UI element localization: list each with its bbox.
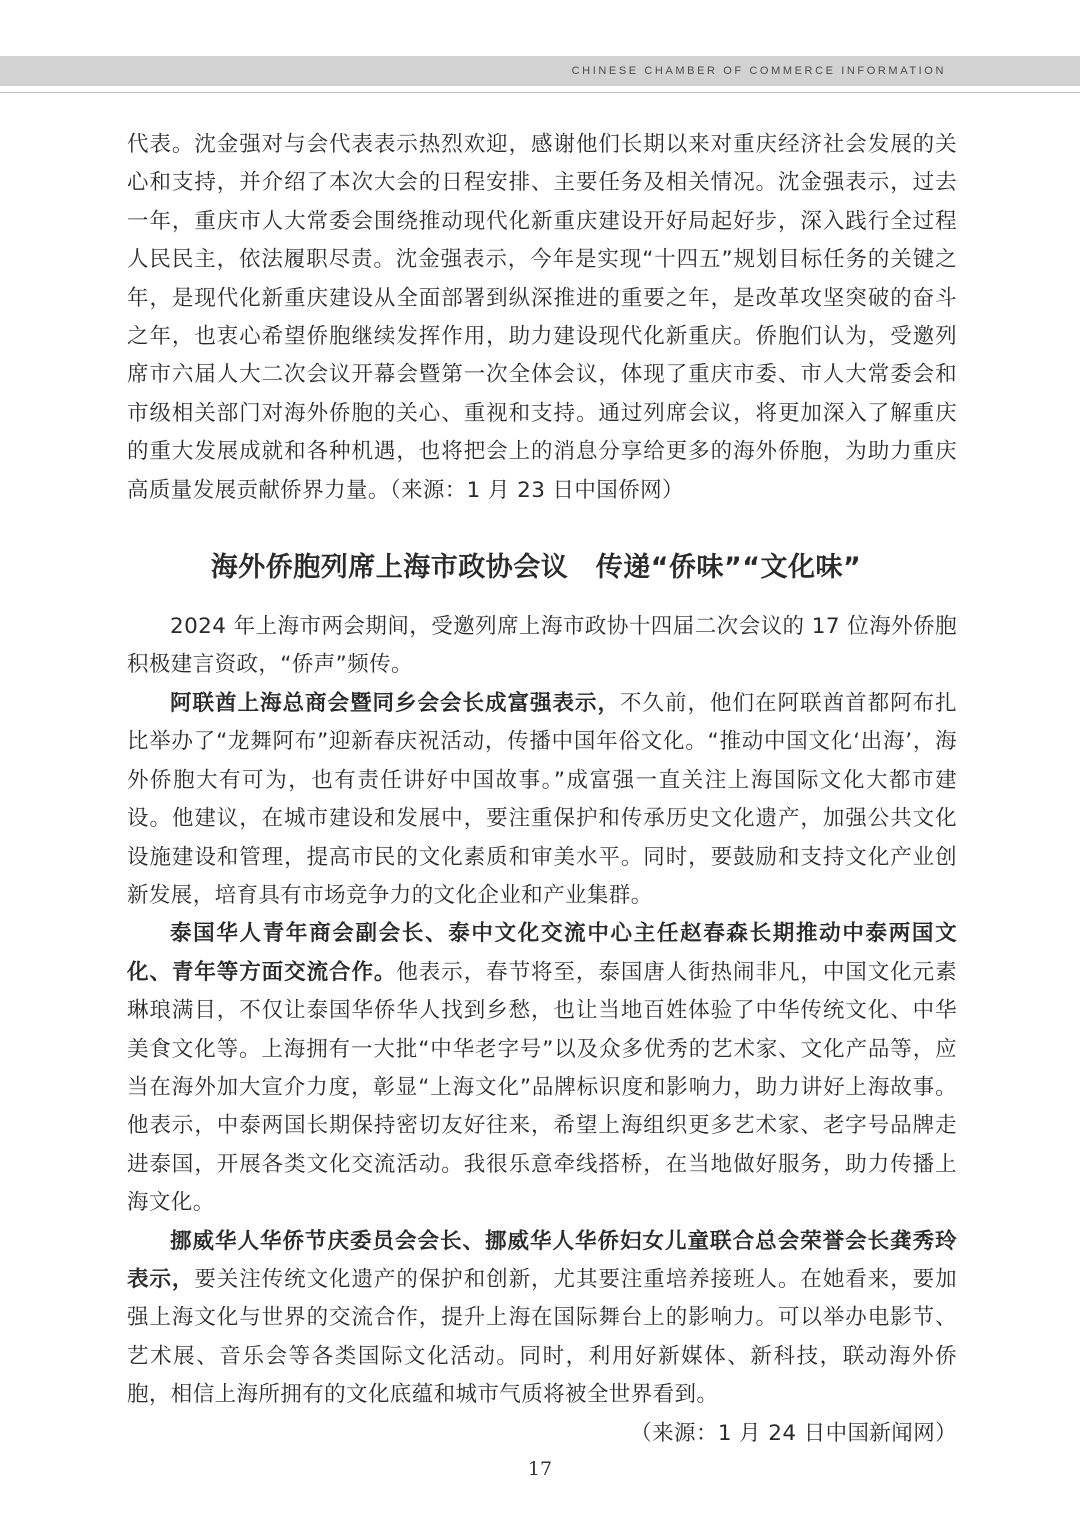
- article2-title: 海外侨胞列席上海市政协会议 传递“侨味”“文化味”: [210, 552, 862, 584]
- article1-source: （来源：1 月 23 日中国侨网）: [389, 477, 684, 503]
- paragraph-2-lead: 泰国华人青年商会副会长、泰中文化交流中心主任赵春森长期推动中泰两国文化、青年等方面交流合作。: [127, 921, 957, 985]
- running-header: CHINESE CHAMBER OF COMMERCE INFORMATION: [571, 65, 946, 77]
- article2-paragraph-1: [127, 685, 957, 915]
- page-number: 17: [527, 1458, 553, 1480]
- article2-paragraph-3: [127, 1223, 957, 1415]
- article2-paragraph-2: [127, 915, 957, 1222]
- article2-source: （来源：1 月 24 日中国新闻网）: [630, 1420, 957, 1446]
- paragraph-1-lead: 阿联酋上海总商会暨同乡会会长成富强表示，: [170, 690, 621, 716]
- header-divider: [0, 92, 1080, 93]
- paragraph-1-body: 不久前，他们在阿联酋首都阿布扎比举办了“龙舞阿布”迎新春庆祝活动，传播中国年俗文化。“推动中国文化‘出海’，海外侨胞大有可为，也有责任讲好中国故事。”成富强一直关注上海国际文化大都市建设。他建议，在城市建设和发展中，要注重保护和传承历史文化遗产，加强公共文化设施建设和管理，提高市民的文化素质和审美水平。同时，要鼓励和支持文化产业创新发展，培育具有市场竞争力的文化企业和产业集群。: [127, 690, 957, 908]
- paragraph-2-body: 他表示，春节将至，泰国唐人街热闹非凡，中国文化元素琳琅满目，不仅让泰国华侨华人找到乡愁，也让当地百姓体验了中华传统文化、中华美食文化等。上海拥有一大批“中华老字号”以及众多优秀的艺术家、文化产品等，应当在海外加大宣介力度，彰显“上海文化”品牌标识度和影响力，助力讲好上海故事。他表示，中泰两国长期保持密切友好往来，希望上海组织更多艺术家、老字号品牌走进泰国，开展各类文化交流活动。我很乐意牵线搭桥，在当地做好服务，助力传播上海文化。: [127, 959, 957, 1216]
- paragraph-3-lead: 挪威华人华侨节庆委员会会长、挪威华人华侨妇女儿童联合总会荣誉会长龚秀玲表示，: [127, 1228, 957, 1292]
- article2-intro: 2024 年上海市两会期间，受邀列席上海市政协十四届二次会议的 17 位海外侨胞积极建言资政，“侨声”频传。: [127, 614, 957, 678]
- article1-paragraph: [127, 126, 957, 510]
- page-content: [127, 126, 957, 1453]
- paragraph-3-body: 要关注传统文化遗产的保护和创新，尤其要注重培养接班人。在她看来，要加强上海文化与世界的交流合作，提升上海在国际舞台上的影响力。可以举办电影节、艺术展、音乐会等各类国际文化活动。同时，利用好新媒体、新科技，联动海外侨胞，相信上海所拥有的文化底蕴和城市气质将被全世界看到。: [127, 1266, 957, 1408]
- article1-body: 代表。沈金强对与会代表表示热烈欢迎，感谢他们长期以来对重庆经济社会发展的关心和支持，并介绍了本次大会的日程安排、主要任务及相关情况。沈金强表示，过去一年，重庆市人大常委会围绕推动现代化新重庆建设开好局起好步，深入践行全过程人民民主，依法履职尽责。沈金强表示，今年是实现“十四五”规划目标任务的关键之年，是现代化新重庆建设从全面部署到纵深推进的重要之年，是改革攻坚突破的奋斗之年，也衷心希望侨胞继续发挥作用，助力建设现代化新重庆。侨胞们认为，受邀列席市六届人大二次会议开幕会暨第一次全体会议，体现了重庆市委、市人大常委会和市级相关部门对海外侨胞的关心、重视和支持。通过列席会议，将更加深入了解重庆的重大发展成就和各种机遇，也将把会上的消息分享给更多的海外侨胞，为助力重庆高质量发展贡献侨界力量。: [127, 132, 957, 503]
